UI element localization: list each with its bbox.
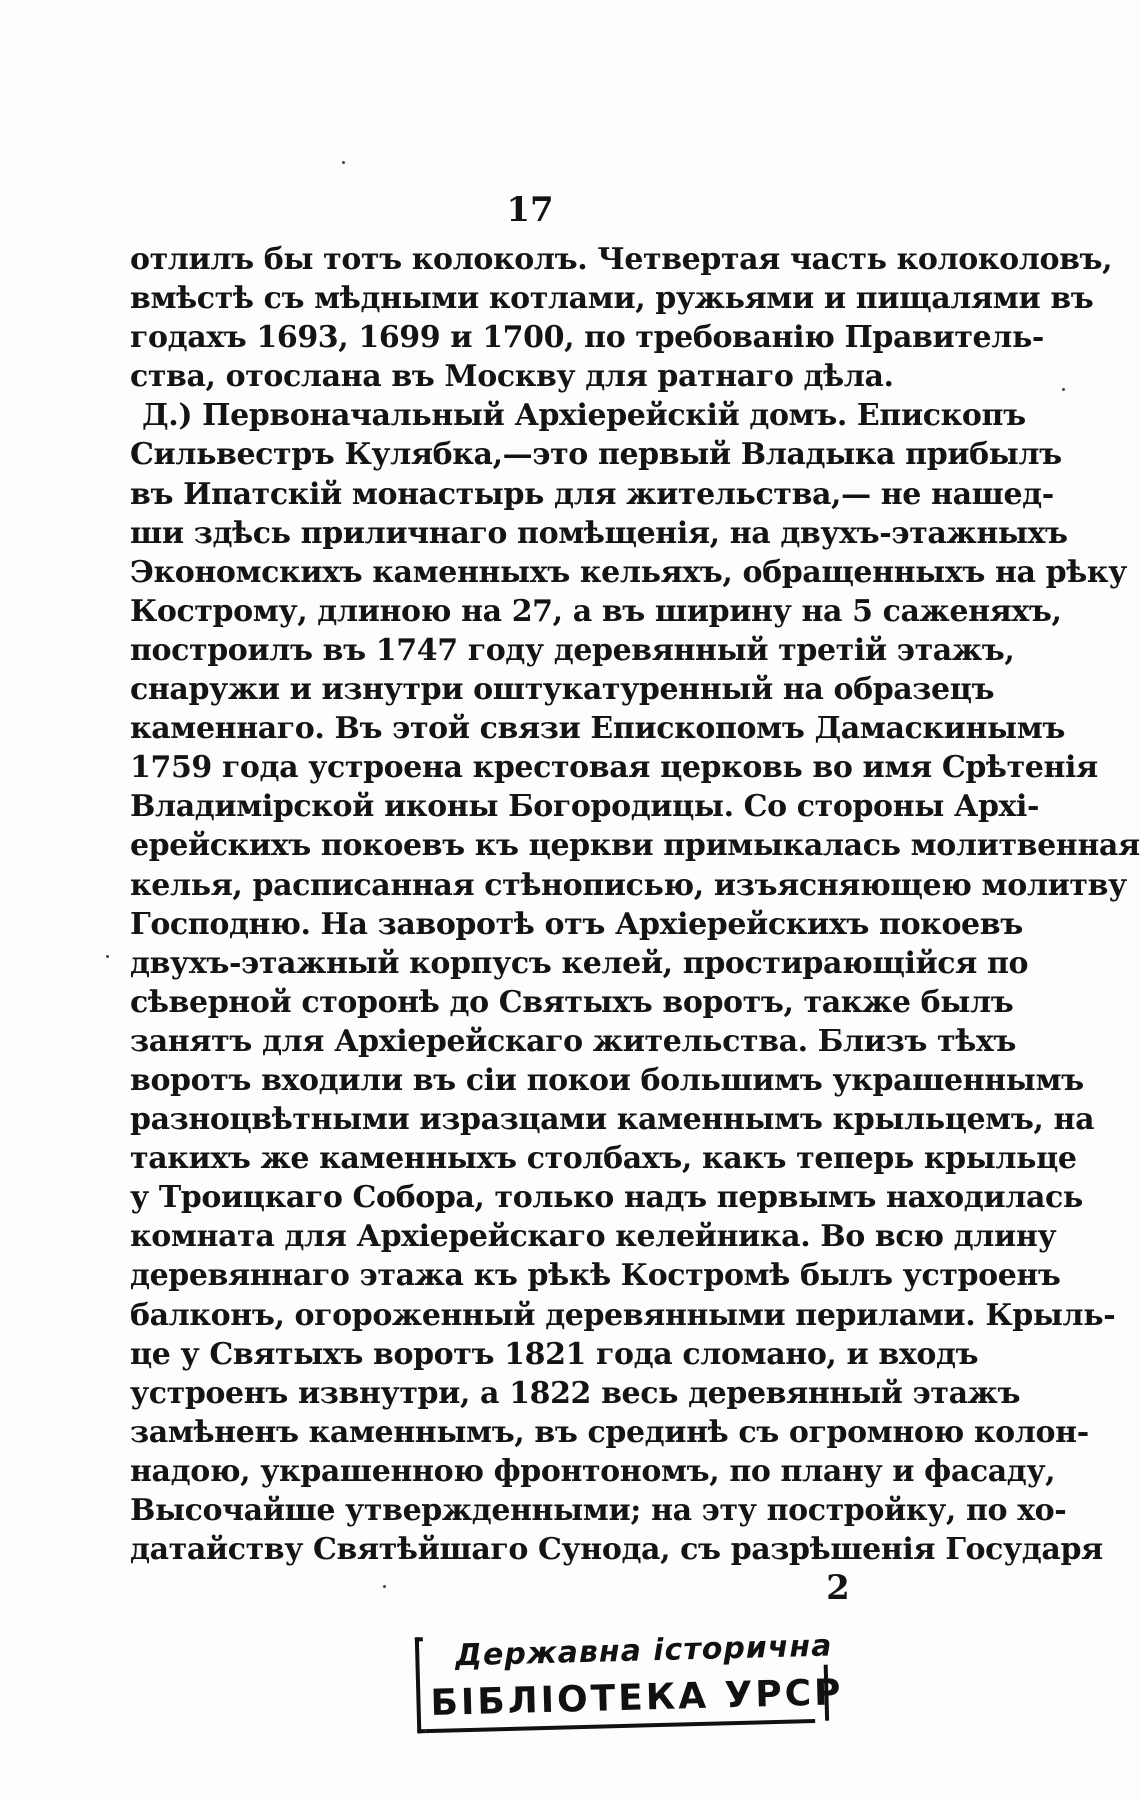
paper-speck [383,1585,386,1588]
text-line: въ Ипатскій монастырь для жительства,— не нашед- [130,476,1054,512]
body-text [130,240,1140,1569]
text-line: у Троицкаго Собора, только надъ первымъ находилась [130,1180,1083,1216]
paper-speck [342,161,345,164]
text-line: Владимірской иконы Богородицы. Со стороны Архі- [130,789,1040,825]
text-line: занятъ для Архіерейскаго жительства. Близъ тѣхъ [130,1023,1016,1059]
text-line: Экономскихъ каменныхъ кельяхъ, обращенныхъ на рѣку [130,554,1127,590]
page-number: 17 [506,190,554,230]
text-line: вмѣстѣ съ мѣдными котлами, ружьями и пищалями въ [130,281,1094,317]
text-line: замѣненъ каменнымъ, въ срединѣ съ огромною колон- [130,1414,1089,1450]
text-line: построилъ въ 1747 году деревянный третій этажъ, [130,632,1015,668]
text-line: годахъ 1693, 1699 и 1700, по требованію Правитель- [130,320,1044,356]
text-line: надою, украшенною фронтономъ, по плану и фасаду, [130,1453,1056,1489]
text-line: двухъ-этажный корпусъ келей, простирающійся по [130,945,1029,981]
library-stamp [415,1625,845,1736]
text-line: ерейскихъ покоевъ къ церкви примыкалась молитвенная [130,828,1140,864]
stamp-line-1: Державна історична [454,1628,833,1674]
text-line: балконъ, огороженный деревянными перилами. Крыль- [130,1297,1116,1333]
text-line: Д.) Первоначальный Архіерейскій домъ. Епископъ [142,398,1026,434]
text-line: датайству Святѣйшаго Сунода, съ разрѣшенія Государя [130,1532,1103,1568]
text-line: Господню. На заворотѣ отъ Архіерейскихъ покоевъ [130,906,1023,942]
text-line: устроенъ извнутри, а 1822 весь деревянный этажъ [130,1375,1021,1411]
text-line: келья, расписанная стѣнописью, изъясняющею молитву [130,867,1127,903]
text-line: Высочайше утвержденными; на эту постройку, по хо- [130,1493,1067,1528]
stamp-bracket-left [415,1637,426,1733]
text-line: воротъ входили въ сіи покои большимъ украшеннымъ [130,1062,1084,1098]
paper-speck [1062,388,1065,391]
text-line: снаружи и изнутри оштукатуренный на образецъ [130,672,995,708]
text-line: комната для Архіерейскаго келейника. Во всю длину [130,1219,1057,1255]
text-line: сѣверной сторонѣ до Святыхъ воротъ, также былъ [130,984,1014,1020]
text-line: Кострому, длиною на 27, а въ ширину на 5 саженяхъ, [130,593,1062,629]
text-line: 1759 года устроена крестовая церковь во имя Срѣтенія [130,750,1098,786]
text-line: ства, отослана въ Москву для ратнаго дѣла. [130,359,894,395]
text-line: разноцвѣтными изразцами каменнымъ крыльцемъ, на [130,1102,1095,1138]
text-line: такихъ же каменныхъ столбахъ, какъ теперь крыльце [130,1141,1077,1177]
text-line: це у Святыхъ воротъ 1821 года сломано, и входъ [130,1336,979,1372]
text-line: отлилъ бы тотъ колоколъ. Четвертая часть колоколовъ, [130,242,1113,277]
text-line: ши здѣсь приличнаго помѣщенія, на двухъ-этажныхъ [130,515,1068,551]
stamp-line-2: БІБЛІОТЕКА УРСР [430,1672,845,1725]
text-line: деревяннаго этажа къ рѣкѣ Костромѣ былъ устроенъ [130,1258,1061,1294]
paper-speck [106,955,109,958]
text-line: каменнаго. Въ этой связи Епископомъ Дамаскинымъ [130,711,1065,747]
signature-mark: 2 [826,1568,850,1608]
text-line: Сильвестръ Кулябка,—это первый Владыка прибылъ [130,437,1062,473]
